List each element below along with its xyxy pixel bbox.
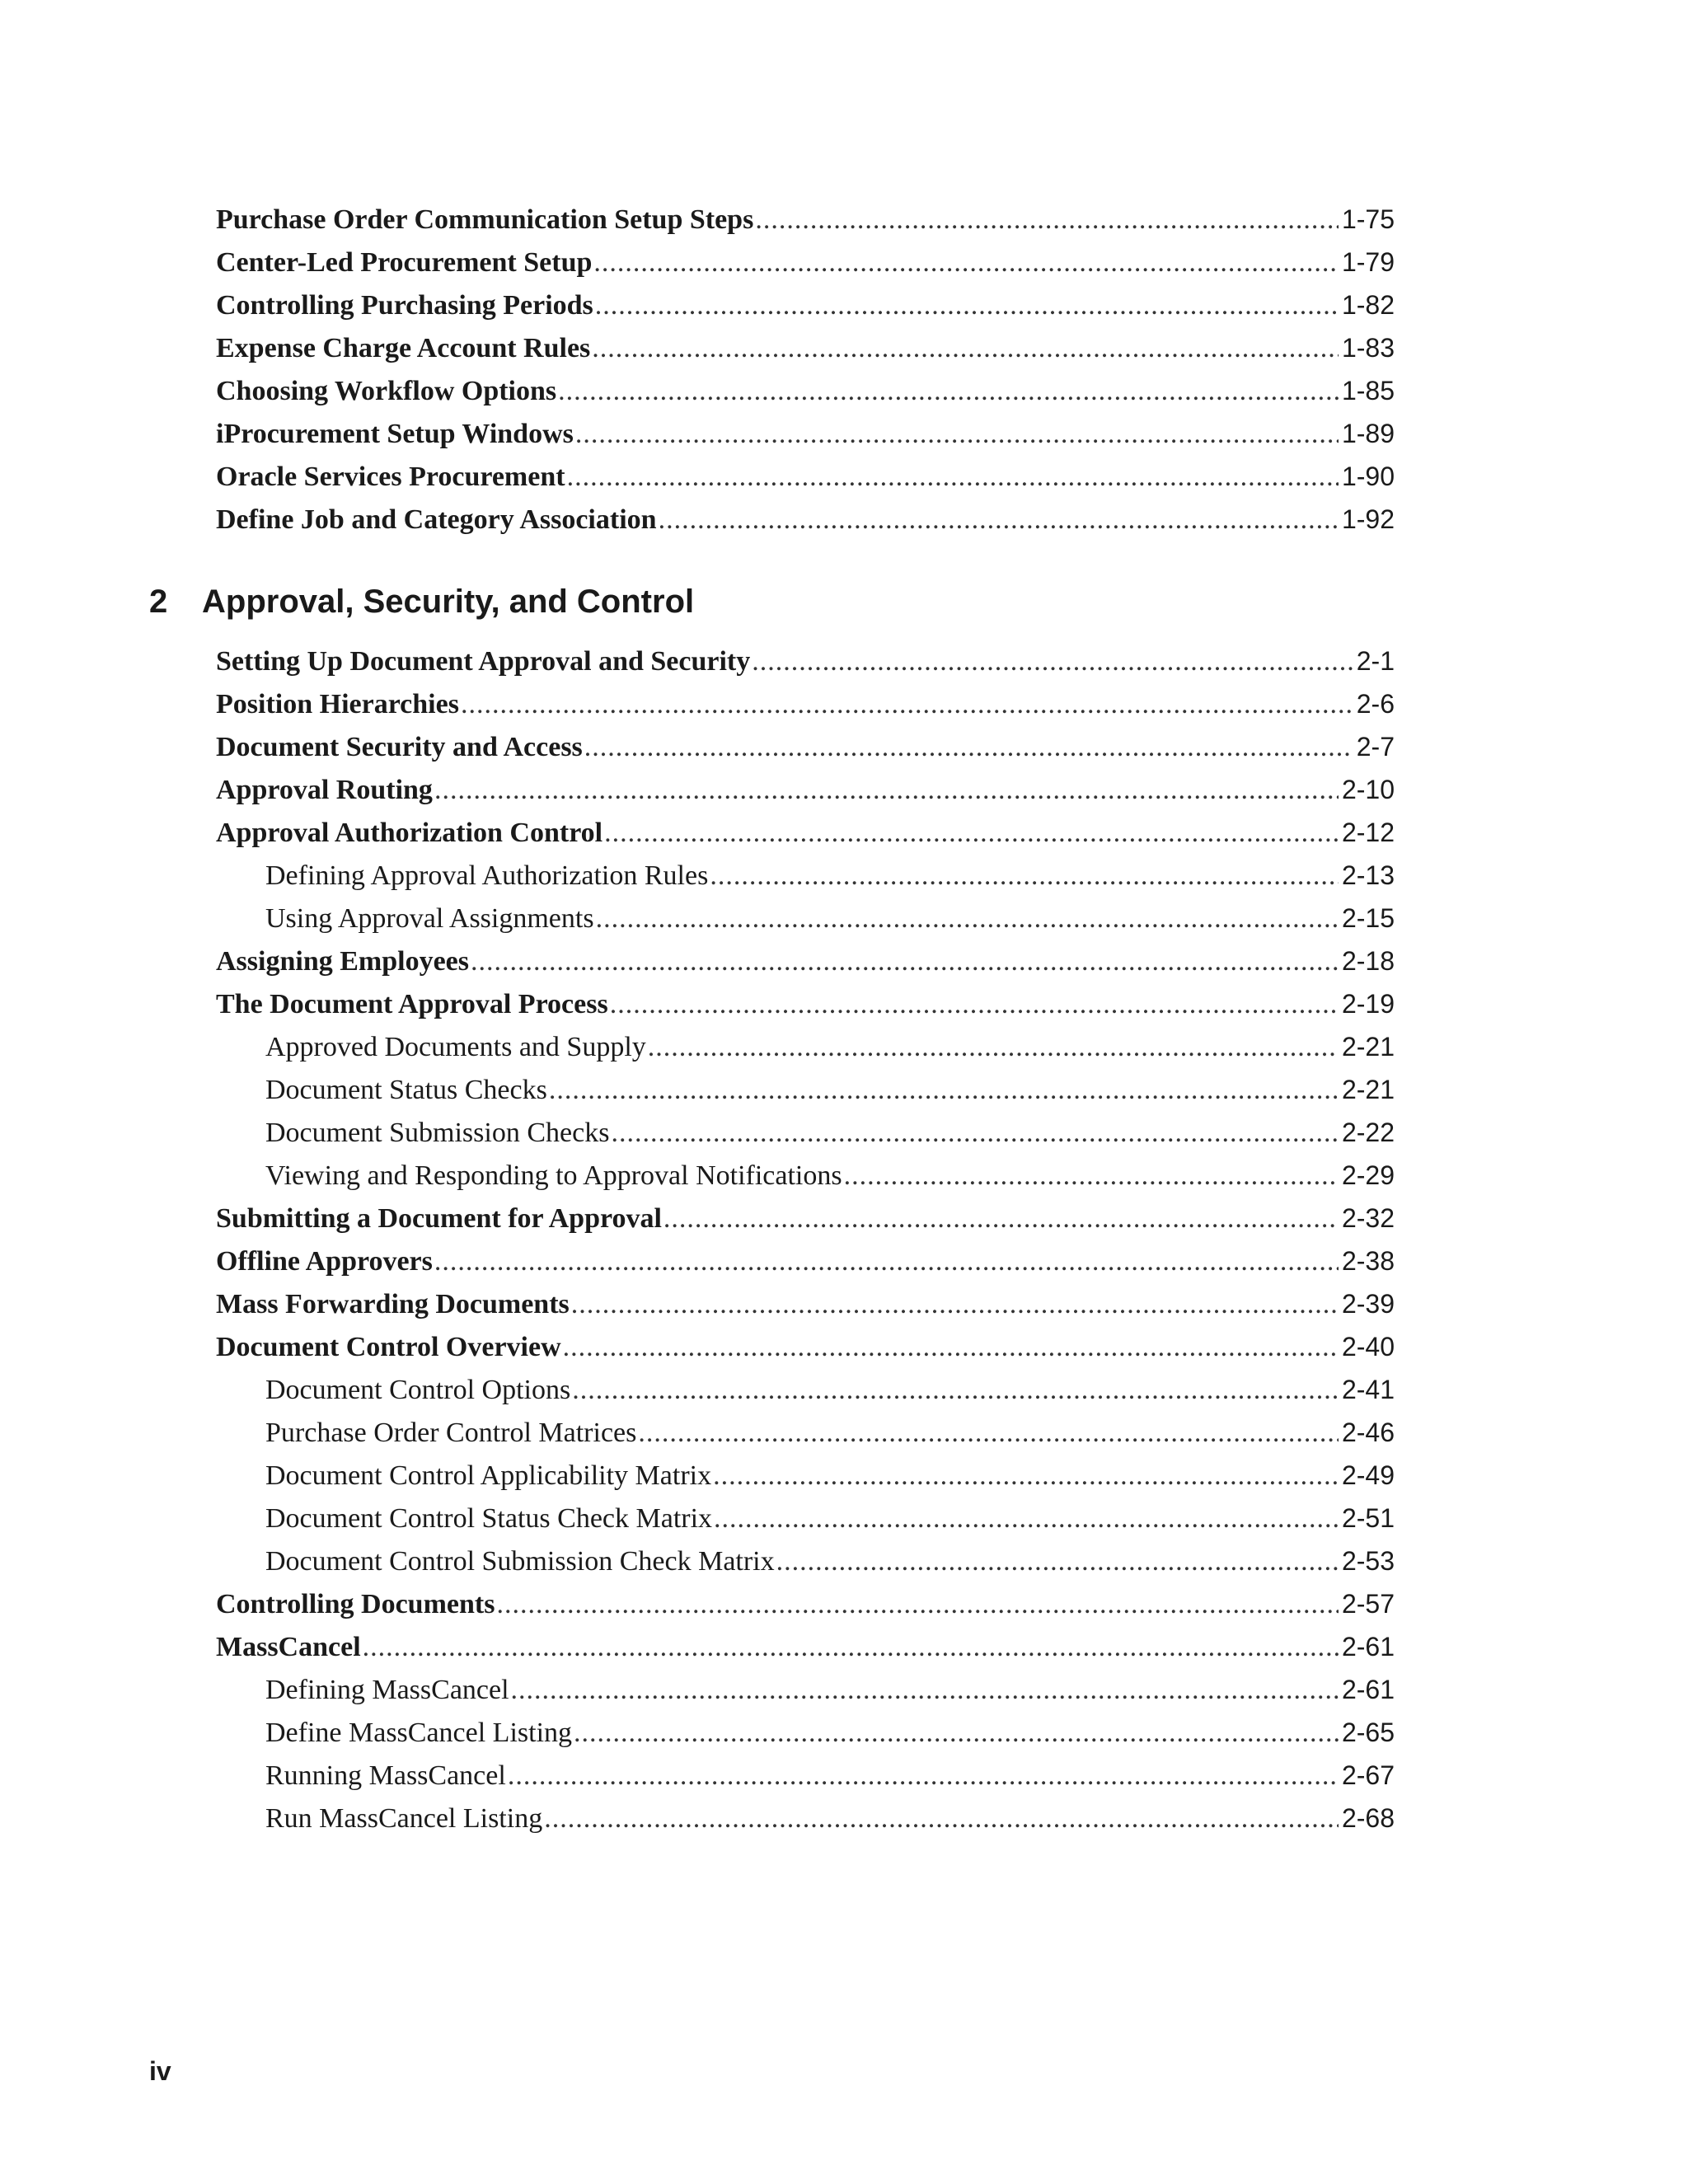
toc-entry-page-number: 1-89	[1341, 419, 1395, 448]
toc-entry-title: Controlling Documents	[216, 1589, 495, 1619]
toc-dot-leader	[648, 1026, 1339, 1068]
toc-dot-leader	[611, 1112, 1339, 1154]
toc-dot-leader	[844, 1155, 1339, 1197]
toc-entry[interactable]	[216, 412, 1395, 455]
toc-entry-page-number: 2-53	[1341, 1546, 1395, 1576]
toc-entry-title: Expense Charge Account Rules	[216, 333, 591, 363]
toc-entry-title: Viewing and Responding to Approval Notifications	[265, 1160, 842, 1191]
toc-entry[interactable]	[216, 284, 1395, 326]
toc-section-2	[216, 640, 1395, 1840]
toc-dot-leader	[496, 1583, 1339, 1625]
toc-dot-leader	[776, 1540, 1339, 1582]
toc-entry[interactable]	[216, 1454, 1395, 1497]
toc-entry-page-number: 2-6	[1356, 689, 1395, 719]
toc-entry-title: Assigning Employees	[216, 946, 469, 977]
toc-dot-leader	[508, 1755, 1339, 1797]
toc-entry[interactable]	[216, 498, 1395, 541]
toc-entry-title: MassCancel	[216, 1632, 361, 1662]
toc-entry[interactable]	[216, 326, 1395, 369]
toc-entry-page-number: 2-10	[1341, 775, 1395, 804]
toc-entry-title: Position Hierarchies	[216, 689, 459, 719]
toc-entry-title: Defining Approval Authorization Rules	[265, 860, 709, 891]
toc-entry[interactable]	[216, 1754, 1395, 1797]
toc-entry-page-number: 2-32	[1341, 1203, 1395, 1233]
toc-entry-page-number: 2-40	[1341, 1332, 1395, 1361]
toc-entry[interactable]	[216, 725, 1395, 768]
toc-entry-page-number: 1-82	[1341, 290, 1395, 320]
toc-entry-title: Submitting a Document for Approval	[216, 1203, 662, 1234]
toc-dot-leader	[752, 640, 1353, 682]
toc-entry-page-number: 1-83	[1341, 333, 1395, 363]
toc-entry-title: Document Status Checks	[265, 1075, 547, 1105]
toc-entry[interactable]	[216, 1797, 1395, 1840]
toc-dot-leader	[558, 370, 1339, 412]
toc-dot-leader	[549, 1069, 1339, 1111]
toc-entry[interactable]	[216, 982, 1395, 1025]
toc-dot-leader	[434, 1240, 1339, 1282]
toc-entry-title: Define MassCancel Listing	[265, 1718, 573, 1748]
toc-dot-leader	[713, 1455, 1339, 1497]
toc-entry-title: Approval Authorization Control	[216, 818, 603, 848]
toc-entry-title: Purchase Order Control Matrices	[265, 1418, 637, 1448]
toc-entry[interactable]	[216, 897, 1395, 940]
toc-entry-page-number: 2-41	[1341, 1375, 1395, 1404]
toc-entry-page-number: 2-1	[1356, 646, 1395, 676]
toc-entry[interactable]	[216, 198, 1395, 241]
toc-entry-page-number: 2-65	[1341, 1718, 1395, 1747]
toc-dot-leader	[714, 1497, 1339, 1540]
toc-dot-leader	[574, 1712, 1339, 1754]
toc-dot-leader	[610, 983, 1339, 1025]
toc-dot-leader	[567, 456, 1339, 498]
toc-entry-page-number: 2-22	[1341, 1118, 1395, 1147]
toc-entry[interactable]	[216, 1111, 1395, 1154]
toc-entry-title: Purchase Order Communication Setup Steps	[216, 204, 754, 235]
toc-entry[interactable]	[216, 1711, 1395, 1754]
toc-entry-title: Document Submission Checks	[265, 1118, 610, 1148]
toc-entry-title: Mass Forwarding Documents	[216, 1289, 570, 1319]
toc-entry-title: Define Job and Category Association	[216, 504, 657, 535]
toc-entry[interactable]	[216, 854, 1395, 897]
toc-entry[interactable]	[216, 682, 1395, 725]
toc-entry-page-number: 2-61	[1341, 1675, 1395, 1704]
chapter-number: 2	[149, 583, 168, 620]
toc-entry[interactable]	[216, 768, 1395, 811]
toc-entry[interactable]	[216, 1154, 1395, 1197]
toc-dot-leader	[461, 683, 1353, 725]
toc-entry-page-number: 2-49	[1341, 1460, 1395, 1490]
toc-entry-title: Approved Documents and Supply	[265, 1032, 646, 1062]
toc-entry-page-number: 1-79	[1341, 247, 1395, 277]
toc-entry-page-number: 2-39	[1341, 1289, 1395, 1319]
toc-entry[interactable]	[216, 1625, 1395, 1668]
toc-entry-page-number: 1-85	[1341, 376, 1395, 405]
toc-entry-title: Oracle Services Procurement	[216, 462, 565, 492]
toc-dot-leader	[511, 1669, 1339, 1711]
toc-entry-page-number: 2-19	[1341, 989, 1395, 1019]
toc-entry-title: Document Control Options	[265, 1375, 571, 1405]
toc-dot-leader	[604, 812, 1339, 854]
toc-section-1	[216, 198, 1395, 541]
toc-entry[interactable]	[216, 1582, 1395, 1625]
toc-dot-leader	[710, 855, 1339, 897]
toc-entry[interactable]	[216, 1282, 1395, 1325]
toc-entry-page-number: 2-29	[1341, 1160, 1395, 1190]
toc-entry-page-number: 2-13	[1341, 860, 1395, 890]
toc-entry-page-number: 2-15	[1341, 903, 1395, 933]
toc-entry[interactable]	[216, 1325, 1395, 1368]
toc-entry-title: Choosing Workflow Options	[216, 376, 557, 406]
toc-dot-leader	[659, 499, 1339, 541]
toc-dot-leader	[544, 1797, 1339, 1840]
toc-entry-page-number: 2-46	[1341, 1418, 1395, 1447]
toc-entry[interactable]	[216, 1025, 1395, 1068]
toc-entry[interactable]	[216, 1197, 1395, 1240]
toc-entry[interactable]	[216, 1497, 1395, 1540]
toc-entry-title: Using Approval Assignments	[265, 903, 594, 934]
toc-entry[interactable]	[216, 1540, 1395, 1582]
toc-entry-page-number: 2-61	[1341, 1632, 1395, 1661]
toc-entry[interactable]	[216, 1240, 1395, 1282]
toc-dot-leader	[592, 327, 1339, 369]
page-folio: iv	[149, 2056, 171, 2086]
toc-entry-page-number: 2-7	[1356, 732, 1395, 762]
chapter-title: Approval, Security, and Control	[202, 583, 695, 620]
toc-entry[interactable]	[216, 940, 1395, 982]
toc-entry-title: Center-Led Procurement Setup	[216, 247, 593, 278]
toc-dot-leader	[572, 1369, 1339, 1411]
toc-entry[interactable]	[216, 369, 1395, 412]
toc-entry-title: Running MassCancel	[265, 1760, 506, 1791]
toc-dot-leader	[663, 1197, 1339, 1240]
toc-entry-title: Document Control Status Check Matrix	[265, 1503, 713, 1534]
toc-dot-leader	[593, 241, 1339, 284]
toc-entry-title: Document Control Overview	[216, 1332, 561, 1362]
toc-entry-page-number: 2-51	[1341, 1503, 1395, 1533]
toc-entry[interactable]	[216, 1068, 1395, 1111]
toc-entry-page-number: 2-57	[1341, 1589, 1395, 1619]
toc-entry-title: Approval Routing	[216, 775, 433, 805]
toc-entry-title: iProcurement Setup Windows	[216, 419, 574, 449]
toc-entry-title: Offline Approvers	[216, 1246, 433, 1277]
toc-dot-leader	[596, 898, 1339, 940]
toc-dot-leader	[755, 199, 1339, 241]
toc-entry[interactable]	[216, 1668, 1395, 1711]
toc-dot-leader	[471, 940, 1339, 982]
toc-entry-page-number: 2-21	[1341, 1032, 1395, 1062]
toc-entry-title: Run MassCancel Listing	[265, 1803, 543, 1834]
toc-entry-title: Setting Up Document Approval and Security	[216, 646, 751, 677]
toc-entry-page-number: 1-92	[1341, 504, 1395, 534]
toc-entry-page-number: 2-67	[1341, 1760, 1395, 1790]
toc-entry-page-number: 2-38	[1341, 1246, 1395, 1276]
toc-entry-title: Controlling Purchasing Periods	[216, 290, 593, 321]
toc-entry[interactable]	[216, 1411, 1395, 1454]
toc-entry[interactable]	[216, 640, 1395, 682]
toc-dot-leader	[575, 413, 1339, 455]
toc-entry[interactable]	[216, 241, 1395, 284]
toc-entry-page-number: 2-12	[1341, 818, 1395, 847]
toc-entry-title: Document Control Submission Check Matrix	[265, 1546, 775, 1577]
toc-dot-leader	[563, 1326, 1339, 1368]
toc-entry-title: Defining MassCancel	[265, 1675, 509, 1705]
toc-entry-page-number: 2-18	[1341, 946, 1395, 976]
toc-dot-leader	[434, 769, 1339, 811]
toc-entry[interactable]	[216, 1368, 1395, 1411]
toc-entry-page-number: 2-21	[1341, 1075, 1395, 1104]
toc-entry[interactable]	[216, 455, 1395, 498]
toc-dot-leader	[571, 1283, 1339, 1325]
toc-entry-title: Document Security and Access	[216, 732, 583, 762]
toc-entry-page-number: 2-68	[1341, 1803, 1395, 1833]
toc-entry-title: Document Control Applicability Matrix	[265, 1460, 712, 1491]
toc-entry-page-number: 1-90	[1341, 462, 1395, 491]
toc-entry-page-number: 1-75	[1341, 204, 1395, 234]
toc-dot-leader	[363, 1626, 1339, 1668]
toc-entry[interactable]	[216, 811, 1395, 854]
toc-dot-leader	[595, 284, 1339, 326]
chapter-heading	[149, 577, 694, 626]
toc-dot-leader	[638, 1412, 1339, 1454]
toc-dot-leader	[584, 726, 1353, 768]
toc-entry-title: The Document Approval Process	[216, 989, 608, 1019]
